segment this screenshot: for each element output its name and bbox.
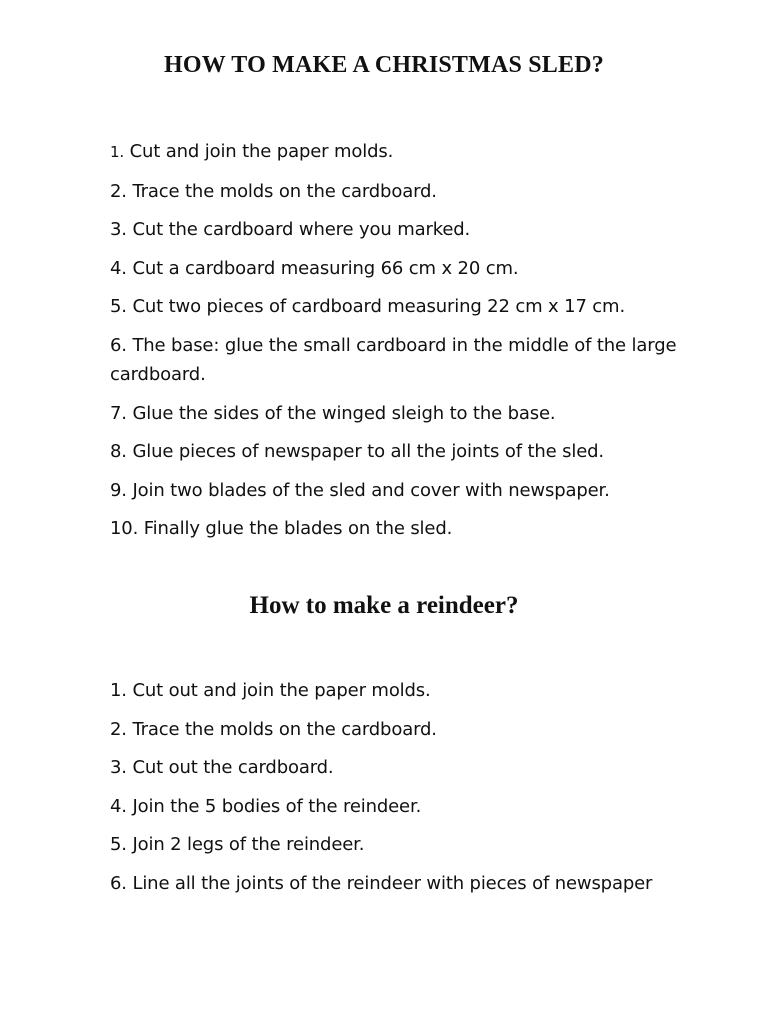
sled-title: HOW TO MAKE A CHRISTMAS SLED?: [164, 52, 604, 78]
step-number: 2.: [110, 180, 127, 202]
step-number: 8.: [110, 441, 127, 463]
step-number: 9.: [110, 479, 127, 501]
list-item: [110, 753, 690, 782]
list-item: [110, 399, 690, 428]
list-item: [110, 177, 690, 206]
step-text: Glue pieces of newspaper to all the joints of the sled.: [132, 441, 604, 463]
list-item: [110, 830, 690, 859]
step-text: The base: glue the small cardboard in the middle of the large cardboard.: [110, 334, 677, 385]
step-number: 1.: [110, 680, 127, 701]
step-number: 3.: [110, 219, 127, 241]
step-text: Line all the joints of the reindeer with pieces of newspaper: [132, 872, 653, 894]
step-text: Join the 5 bodies of the reindeer.: [132, 795, 422, 817]
step-number: 4.: [110, 795, 127, 817]
list-item: [110, 437, 690, 466]
step-number: 5.: [110, 834, 127, 856]
list-item: [110, 514, 690, 543]
step-number: 5.: [110, 296, 127, 318]
step-number: 3.: [110, 757, 127, 779]
step-number: 6.: [110, 334, 127, 356]
step-text: Trace the molds on the cardboard.: [132, 180, 437, 202]
step-number: 2.: [110, 718, 127, 740]
step-text: Cut the cardboard where you marked.: [132, 219, 471, 241]
list-item: [110, 676, 690, 705]
list-item: [110, 254, 690, 283]
step-text: Cut two pieces of cardboard measuring 22 cm x 17 cm.: [132, 296, 626, 318]
list-item: [110, 869, 690, 898]
reindeer-steps-list: [110, 676, 690, 908]
step-text: Cut out and join the paper molds.: [132, 680, 431, 701]
list-item: [110, 137, 690, 167]
step-number: 7.: [110, 402, 127, 424]
list-item: [110, 476, 690, 505]
list-item: [110, 792, 690, 821]
list-item: [110, 331, 690, 389]
sled-steps-list: [110, 137, 690, 553]
step-number: 4.: [110, 257, 127, 279]
list-item: [110, 292, 690, 321]
step-number: 6.: [110, 872, 127, 894]
step-number: 1.: [110, 143, 125, 161]
reindeer-title: How to make a reindeer?: [249, 592, 519, 619]
step-text: Cut a cardboard measuring 66 cm x 20 cm.: [132, 257, 519, 279]
list-item: [110, 715, 690, 744]
step-text: Finally glue the blades on the sled.: [143, 518, 453, 540]
step-text: Cut out the cardboard.: [132, 757, 334, 779]
step-text: Join two blades of the sled and cover with newspaper.: [132, 479, 610, 501]
step-text: Glue the sides of the winged sleigh to the base.: [132, 402, 556, 424]
step-text: Trace the molds on the cardboard.: [132, 718, 437, 740]
list-item: [110, 215, 690, 244]
step-text: Cut and join the paper molds.: [129, 141, 394, 162]
step-text: Join 2 legs of the reindeer.: [132, 834, 365, 856]
step-number: 10.: [110, 518, 139, 540]
